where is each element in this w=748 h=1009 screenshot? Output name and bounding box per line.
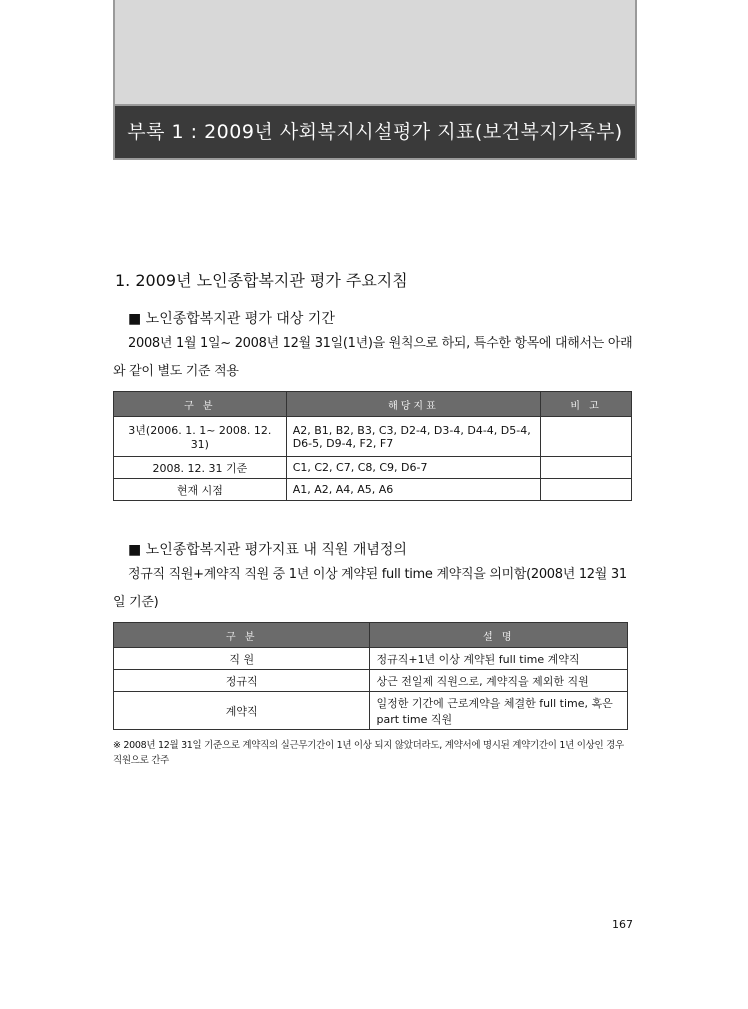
column-header: 설 명 bbox=[370, 623, 628, 648]
column-header: 구 분 bbox=[114, 392, 287, 417]
table-cell: A1, A2, A4, A5, A6 bbox=[286, 479, 540, 501]
staff-heading: ■ 노인종합복지관 평가지표 내 직원 개념정의 bbox=[128, 542, 407, 558]
period-table bbox=[113, 391, 632, 501]
header-gray-block bbox=[113, 0, 637, 104]
page-number: 167 bbox=[612, 918, 633, 931]
table-row bbox=[114, 648, 628, 670]
table-row bbox=[114, 692, 628, 730]
note-mark: ※ bbox=[113, 740, 121, 751]
note-text: 2008년 12월 31일 기준으로 계약직의 실근무기간이 1년 이상 되지 않았더라도, 계약서에 명시된 계약기간이 1년 이상인 경우 직원으로 간주 bbox=[113, 740, 624, 766]
staff-paragraph bbox=[113, 561, 638, 617]
table-cell: 직 원 bbox=[114, 648, 370, 670]
column-header: 구 분 bbox=[114, 623, 370, 648]
table-cell bbox=[541, 479, 632, 501]
table-cell: 일정한 기간에 근로계약을 체결한 full time, 혹은 part time 직원 bbox=[370, 692, 628, 730]
table-cell: 상근 전일제 직원으로, 계약직을 제외한 직원 bbox=[370, 670, 628, 692]
table-cell bbox=[541, 457, 632, 479]
table-cell: 3년(2006. 1. 1~ 2008. 12. 31) bbox=[114, 417, 287, 457]
table-header-row bbox=[114, 392, 632, 417]
section-title: 1. 2009년 노인종합복지관 평가 주요지침 bbox=[115, 271, 408, 290]
staff-table bbox=[113, 622, 628, 730]
table-row bbox=[114, 670, 628, 692]
staff-text: 정규직 직원+계약직 직원 중 1년 이상 계약된 full time 계약직을 의미함(2008년 12월 31일 기준) bbox=[113, 567, 627, 610]
table-cell: 현재 시점 bbox=[114, 479, 287, 501]
column-header: 비 고 bbox=[541, 392, 632, 417]
table-cell: A2, B1, B2, B3, C3, D2-4, D3-4, D4-4, D5-4, D6-5, D9-4, F2, F7 bbox=[286, 417, 540, 457]
period-paragraph bbox=[113, 330, 638, 386]
table-cell: 2008. 12. 31 기준 bbox=[114, 457, 287, 479]
table-cell: 계약직 bbox=[114, 692, 370, 730]
table-row bbox=[114, 479, 632, 501]
footnote bbox=[113, 738, 633, 768]
table-cell: 정규직 bbox=[114, 670, 370, 692]
table-cell bbox=[541, 417, 632, 457]
table-header-row bbox=[114, 623, 628, 648]
period-heading: ■ 노인종합복지관 평가 대상 기간 bbox=[128, 311, 335, 327]
table-cell: 정규직+1년 이상 계약된 full time 계약직 bbox=[370, 648, 628, 670]
period-text: 2008년 1월 1일~ 2008년 12월 31일(1년)을 원칙으로 하되, 특수한 항목에 대해서는 아래와 같이 별도 기준 적용 bbox=[113, 336, 633, 379]
table-row bbox=[114, 457, 632, 479]
column-header: 해당지표 bbox=[286, 392, 540, 417]
table-row bbox=[114, 417, 632, 457]
appendix-title: 부록 1 : 2009년 사회복지시설평가 지표(보건복지가족부) bbox=[113, 104, 637, 160]
table-cell: C1, C2, C7, C8, C9, D6-7 bbox=[286, 457, 540, 479]
